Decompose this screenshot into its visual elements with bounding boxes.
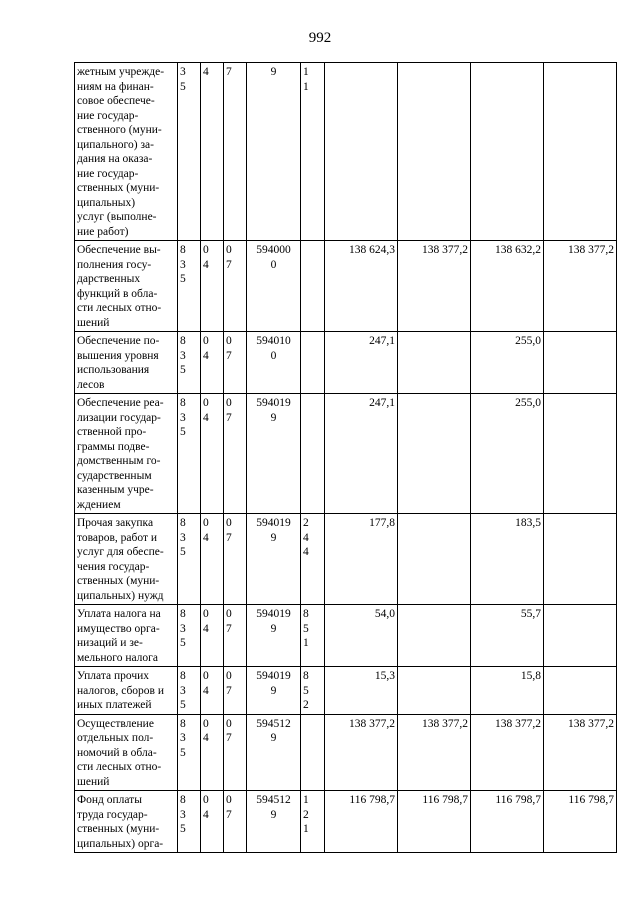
code-section: 0 4 bbox=[201, 332, 224, 394]
code-expense-type bbox=[301, 241, 325, 332]
code-subsection: 0 7 bbox=[224, 332, 247, 394]
code-expense-type bbox=[301, 394, 325, 514]
value-1: 116 798,7 bbox=[325, 791, 398, 853]
row-name: Обеспечение вы- полнения госу- дарственных функций в обла- сти лесных отно- шений bbox=[75, 241, 178, 332]
value-4 bbox=[544, 667, 617, 715]
code-target: 594019 9 bbox=[247, 605, 301, 667]
value-4 bbox=[544, 63, 617, 241]
code-section: 0 4 bbox=[201, 667, 224, 715]
code-subsection: 0 7 bbox=[224, 714, 247, 791]
value-2: 138 377,2 bbox=[398, 241, 471, 332]
value-4 bbox=[544, 605, 617, 667]
table-row bbox=[75, 514, 617, 605]
table-row bbox=[75, 63, 617, 241]
row-name: Обеспечение реа- лизации государ- ственной про- граммы подве- домственным го- сударственным казенным учре- ждением bbox=[75, 394, 178, 514]
code-section: 0 4 bbox=[201, 791, 224, 853]
code-min: 8 3 5 bbox=[178, 791, 201, 853]
code-target: 594019 9 bbox=[247, 667, 301, 715]
code-min: 8 3 5 bbox=[178, 332, 201, 394]
code-section: 0 4 bbox=[201, 394, 224, 514]
value-3: 138 632,2 bbox=[471, 241, 544, 332]
value-1: 177,8 bbox=[325, 514, 398, 605]
value-1: 138 624,3 bbox=[325, 241, 398, 332]
code-section: 0 4 bbox=[201, 241, 224, 332]
code-target: 594019 9 bbox=[247, 394, 301, 514]
value-3: 116 798,7 bbox=[471, 791, 544, 853]
code-section: 0 4 bbox=[201, 714, 224, 791]
code-min: 8 3 5 bbox=[178, 605, 201, 667]
code-subsection: 0 7 bbox=[224, 394, 247, 514]
value-1: 247,1 bbox=[325, 332, 398, 394]
value-1: 247,1 bbox=[325, 394, 398, 514]
value-4: 138 377,2 bbox=[544, 241, 617, 332]
table-row bbox=[75, 791, 617, 853]
row-name: Уплата прочих налогов, сборов и иных платежей bbox=[75, 667, 178, 715]
code-subsection: 0 7 bbox=[224, 667, 247, 715]
table-row bbox=[75, 241, 617, 332]
value-3: 255,0 bbox=[471, 332, 544, 394]
value-2: 116 798,7 bbox=[398, 791, 471, 853]
code-target: 594000 0 bbox=[247, 241, 301, 332]
code-min: 8 3 5 bbox=[178, 714, 201, 791]
code-expense-type: 1 1 bbox=[301, 63, 325, 241]
value-3: 183,5 bbox=[471, 514, 544, 605]
row-name: Фонд оплаты труда государ- ственных (муни- ципальных) орга- bbox=[75, 791, 178, 853]
code-target: 594512 9 bbox=[247, 714, 301, 791]
code-target: 594019 9 bbox=[247, 514, 301, 605]
code-subsection: 0 7 bbox=[224, 605, 247, 667]
value-2 bbox=[398, 605, 471, 667]
value-1 bbox=[325, 63, 398, 241]
row-name: Осуществление отдельных пол- номочий в обла- сти лесных отно- шений bbox=[75, 714, 178, 791]
table-row bbox=[75, 714, 617, 791]
value-1: 54,0 bbox=[325, 605, 398, 667]
code-subsection: 7 bbox=[224, 63, 247, 241]
value-2: 138 377,2 bbox=[398, 714, 471, 791]
value-2 bbox=[398, 63, 471, 241]
value-3: 55,7 bbox=[471, 605, 544, 667]
value-4 bbox=[544, 394, 617, 514]
value-2 bbox=[398, 514, 471, 605]
code-expense-type: 2 4 4 bbox=[301, 514, 325, 605]
table-row bbox=[75, 605, 617, 667]
row-name: Уплата налога на имущество орга- низаций и зе- мельного налога bbox=[75, 605, 178, 667]
code-target: 594512 9 bbox=[247, 791, 301, 853]
table-row bbox=[75, 394, 617, 514]
code-expense-type: 8 5 2 bbox=[301, 667, 325, 715]
value-3 bbox=[471, 63, 544, 241]
code-subsection: 0 7 bbox=[224, 514, 247, 605]
code-min: 8 3 5 bbox=[178, 514, 201, 605]
row-name: Прочая закупка товаров, работ и услуг для обеспе- чения государ- ственных (муни- ципальных) нужд bbox=[75, 514, 178, 605]
code-min: 8 3 5 bbox=[178, 394, 201, 514]
code-target: 594010 0 bbox=[247, 332, 301, 394]
table-row bbox=[75, 667, 617, 715]
value-3: 138 377,2 bbox=[471, 714, 544, 791]
row-name: жетным учрежде- ниям на финан- совое обеспече- ние государ- ственного (муни- ципального) за- дания на оказа- ние государ- ственных (муни- ципальных) услуг (выполне- ние работ) bbox=[75, 63, 178, 241]
code-target: 9 bbox=[247, 63, 301, 241]
value-3: 255,0 bbox=[471, 394, 544, 514]
value-2 bbox=[398, 667, 471, 715]
code-expense-type bbox=[301, 714, 325, 791]
code-section: 4 bbox=[201, 63, 224, 241]
code-min: 3 5 bbox=[178, 63, 201, 241]
page-number: 992 bbox=[308, 30, 332, 46]
value-2 bbox=[398, 332, 471, 394]
value-4 bbox=[544, 332, 617, 394]
code-min: 8 3 5 bbox=[178, 241, 201, 332]
code-section: 0 4 bbox=[201, 605, 224, 667]
value-1: 15,3 bbox=[325, 667, 398, 715]
value-4: 116 798,7 bbox=[544, 791, 617, 853]
code-subsection: 0 7 bbox=[224, 791, 247, 853]
value-4: 138 377,2 bbox=[544, 714, 617, 791]
code-expense-type: 1 2 1 bbox=[301, 791, 325, 853]
code-min: 8 3 5 bbox=[178, 667, 201, 715]
value-2 bbox=[398, 394, 471, 514]
table-row bbox=[75, 332, 617, 394]
code-subsection: 0 7 bbox=[224, 241, 247, 332]
code-expense-type bbox=[301, 332, 325, 394]
code-expense-type: 8 5 1 bbox=[301, 605, 325, 667]
value-3: 15,8 bbox=[471, 667, 544, 715]
code-section: 0 4 bbox=[201, 514, 224, 605]
row-name: Обеспечение по- вышения уровня использования лесов bbox=[75, 332, 178, 394]
value-1: 138 377,2 bbox=[325, 714, 398, 791]
value-4 bbox=[544, 514, 617, 605]
budget-table bbox=[74, 62, 617, 853]
